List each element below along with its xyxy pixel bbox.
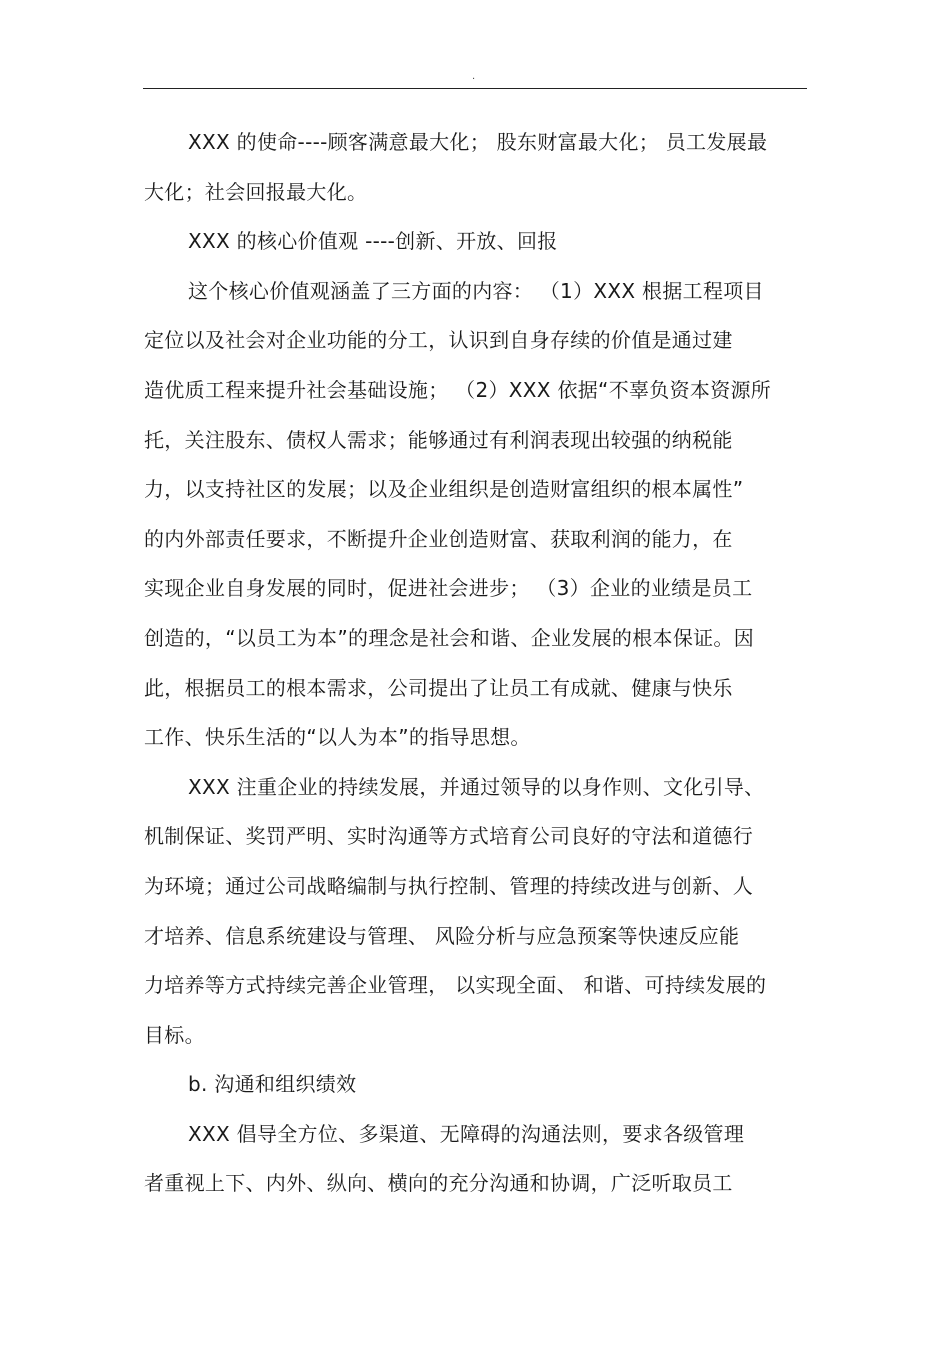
text-line: 托，关注股东、债权人需求；能够通过有利润表现出较强的纳税能 [144,427,733,452]
text-line: 实现企业自身发展的同时，促进社会进步； （3）企业的业绩是员工 [144,576,753,601]
header-mark: . [472,71,476,82]
document-body [144,118,814,1209]
text-line: 工作、快乐生活的“以人为本”的指导思想。 [144,725,531,750]
text-line: XXX 倡导全方位、多渠道、无障碍的沟通法则，要求各级管理 [188,1121,745,1146]
text-line: 此，根据员工的根本需求，公司提出了让员工有成就、健康与快乐 [144,675,733,700]
text-line: 定位以及社会对企业功能的分工，认识到自身存续的价值是通过建 [144,328,733,353]
text-line: 这个核心价值观涵盖了三方面的内容： （1）XXX 根据工程项目 [188,278,764,303]
text-line: b. 沟通和组织绩效 [188,1072,357,1097]
text-line: 创造的，“以员工为本”的理念是社会和谐、企业发展的根本保证。因 [144,625,755,650]
text-line: 的内外部责任要求，不断提升企业创造财富、获取利润的能力，在 [144,526,733,551]
text-line: 者重视上下、内外、纵向、横向的充分沟通和协调，广泛听取员工 [144,1171,733,1196]
text-line: XXX 的使命----顾客满意最大化； 股东财富最大化； 员工发展最 [188,130,768,154]
text-line: 造优质工程来提升社会基础设施； （2）XXX 依据“不辜负资本资源所 [144,377,772,402]
text-line: 力培养等方式持续完善企业管理， 以实现全面、 和谐、可持续发展的 [144,973,767,998]
text-line: 力，以支持社区的发展；以及企业组织是创造财富组织的根本属性” [144,477,744,502]
text-line: 机制保证、奖罚严明、实时沟通等方式培育公司良好的守法和道德行 [144,824,753,849]
text-line: 大化；社会回报最大化。 [144,179,368,204]
text-line: XXX 的核心价值观 ----创新、开放、回报 [188,229,558,254]
text-line: 目标。 [144,1022,205,1047]
text-line: 为环境；通过公司战略编制与执行控制、管理的持续改进与创新、人 [144,873,753,898]
text-line: 才培养、信息系统建设与管理、 风险分析与应急预案等快速反应能 [144,923,740,948]
header-divider [143,88,807,89]
text-line: XXX 注重企业的持续发展，并通过领导的以身作则、文化引导、 [188,774,765,799]
